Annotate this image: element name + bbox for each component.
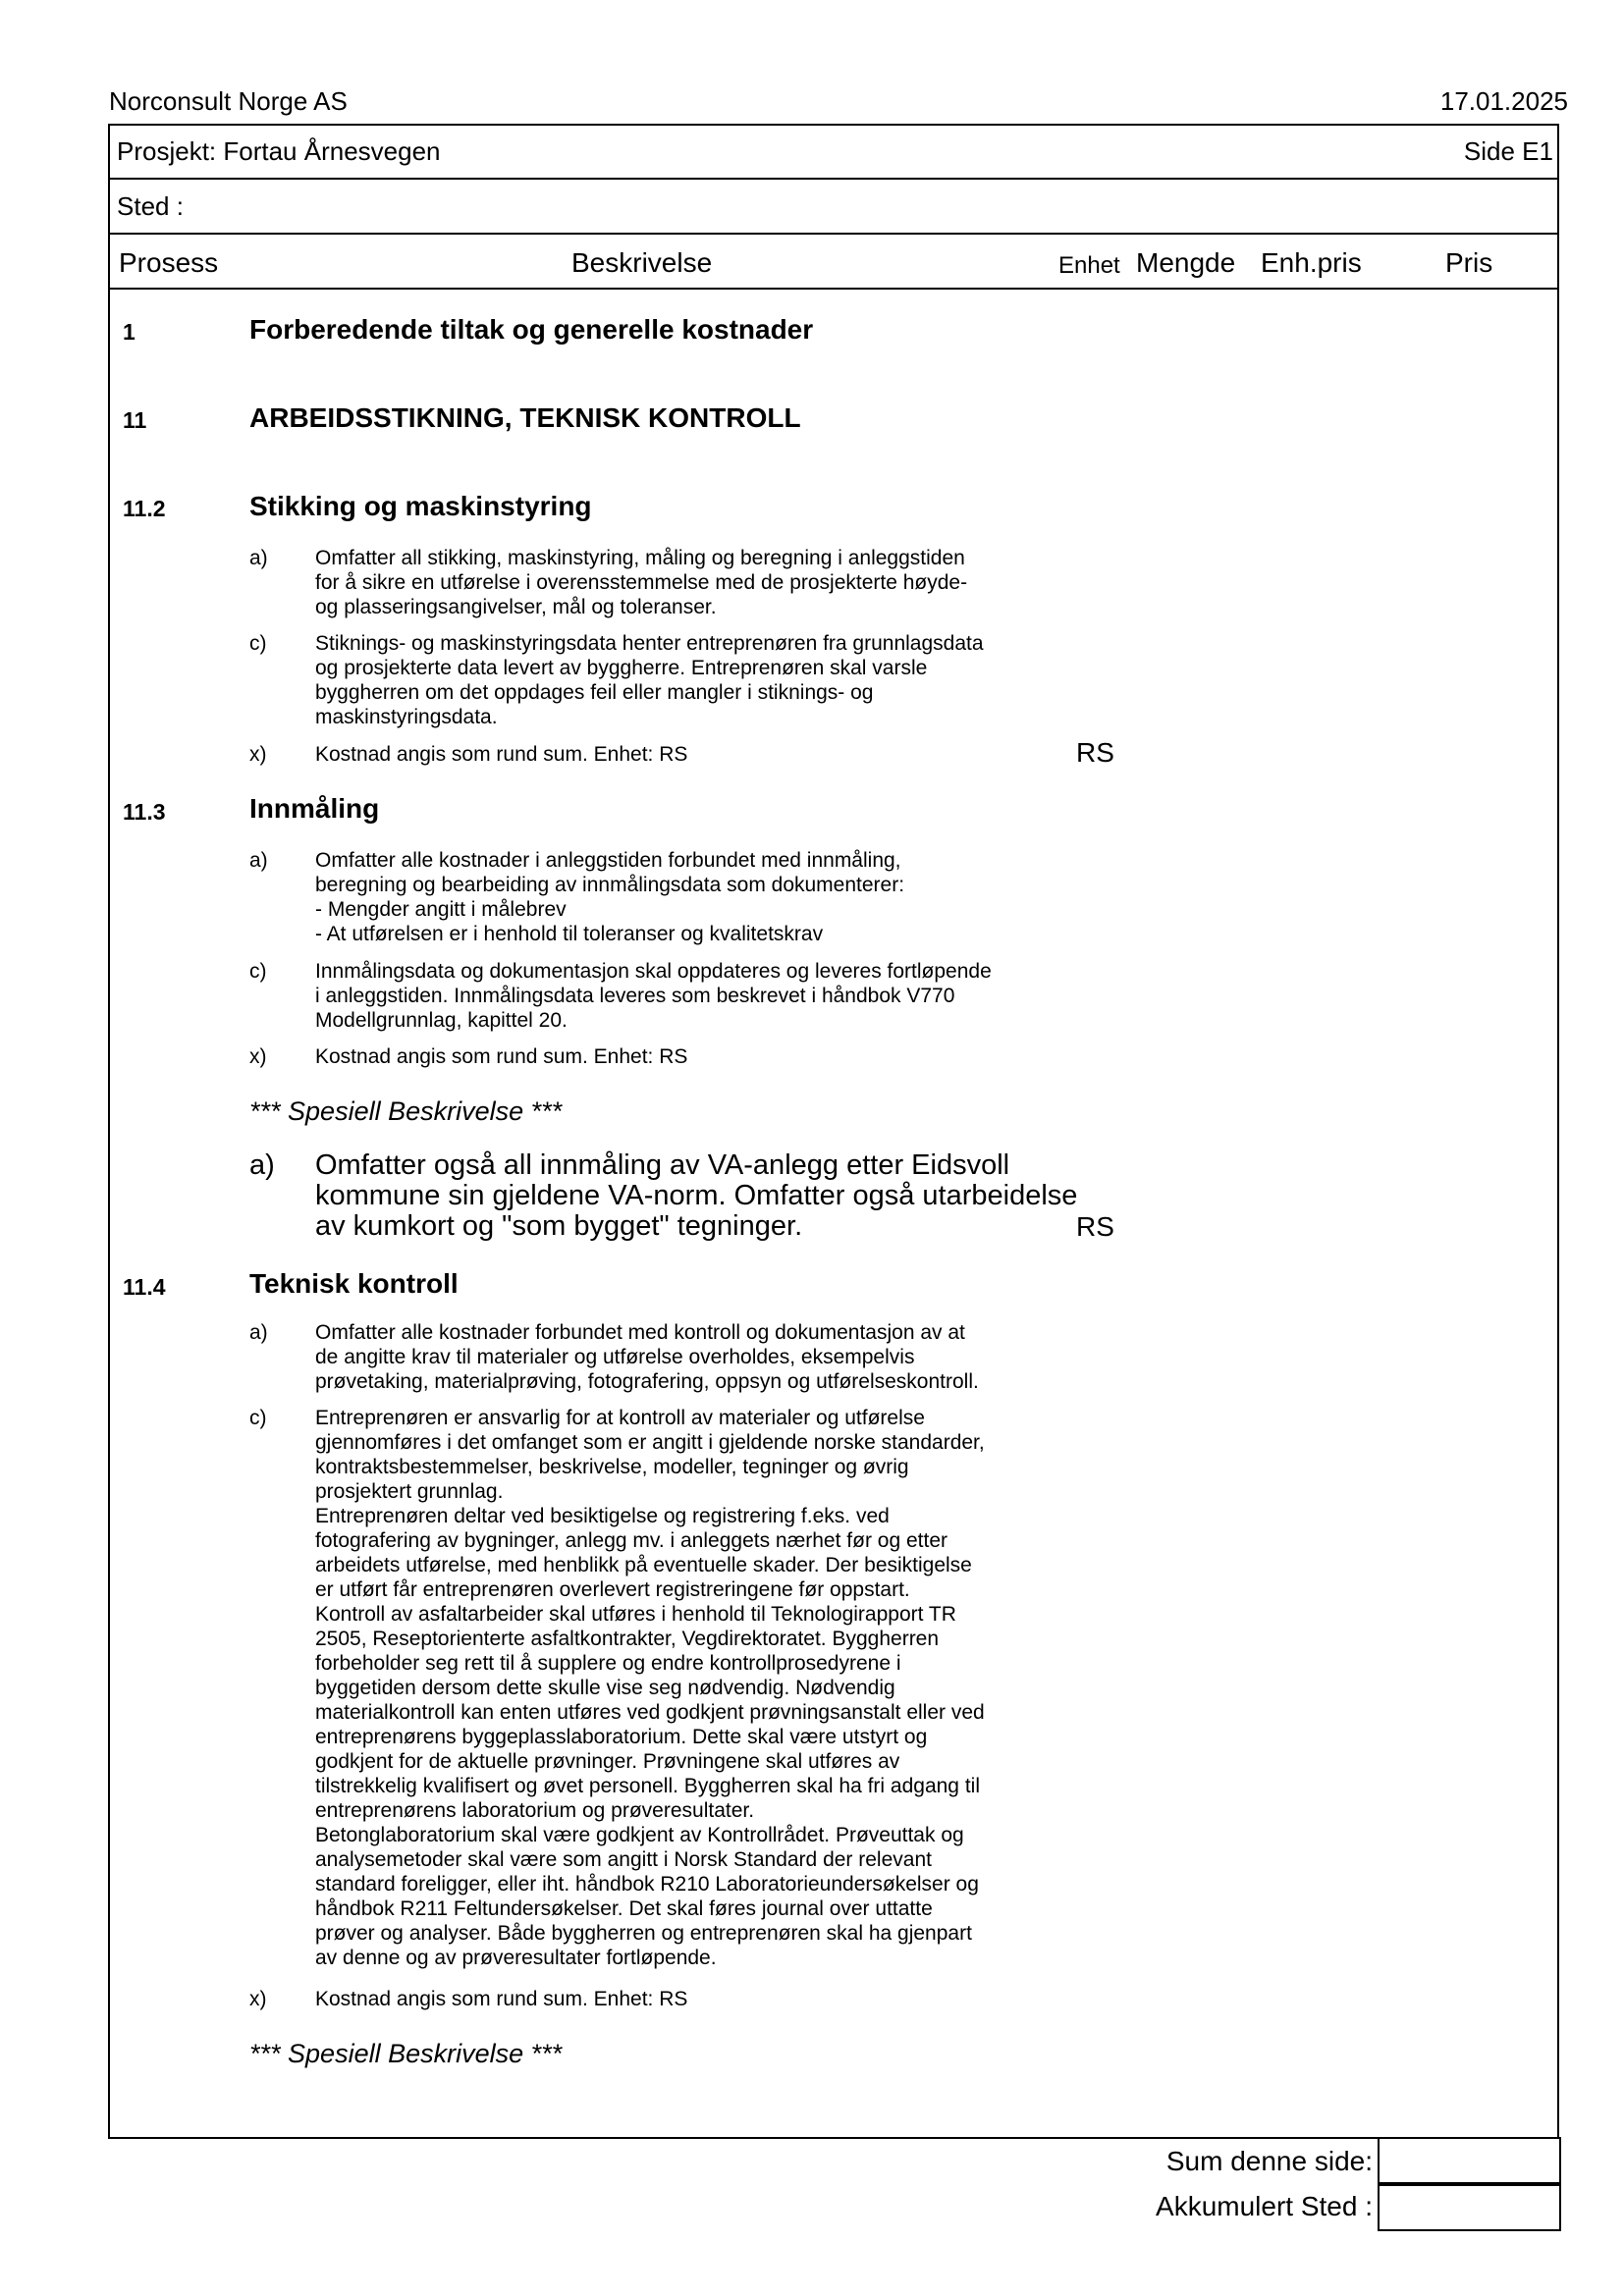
special-description-heading: *** Spesiell Beskrivelse *** [249, 2039, 563, 2068]
item-label: a) [249, 849, 268, 872]
special-item-text: Omfatter også all innmåling av VA-anlegg etter Eidsvoll kommune sin gjeldene VA-norm. Omfatter også utarbeidelse av kumkort og "som bygget" tegninger. [315, 1149, 1078, 1242]
item-text: Kostnad angis som rund sum. Enhet: RS [315, 1045, 688, 1068]
unit-value: RS [1076, 1211, 1114, 1242]
item-text: Omfatter all stikking, maskinstyring, måling og beregning i anleggstiden for å sikre en utførelse i overensstemmelse med de prosjekterte høyde- og plasseringsangivelser, mål og toleranser. [315, 547, 968, 618]
item-label: c) [249, 960, 267, 983]
special-item-label: a) [249, 1149, 275, 1181]
column-process: Prosess [119, 247, 219, 278]
column-unit-price: Enh.pris [1261, 247, 1362, 278]
item-label: c) [249, 1407, 267, 1429]
section-title: ARBEIDSSTIKNING, TEKNISK KONTROLL [249, 402, 801, 433]
column-unit: Enhet [1058, 252, 1120, 279]
item-text: Kostnad angis som rund sum. Enhet: RS [315, 743, 688, 766]
process-code: 11 [123, 407, 147, 433]
item-label: x) [249, 1988, 267, 2010]
column-quantity: Mengde [1136, 247, 1236, 278]
item-text: Stiknings- og maskinstyringsdata henter entreprenøren fra grunnlagsdata og prosjekterte data levert av byggherre. Entreprenøren skal varsle byggherren om det oppdages feil eller mangler i stiknings- og maskinstyringsdata. [315, 632, 984, 728]
column-price: Pris [1445, 247, 1493, 278]
process-code: 11.2 [123, 496, 166, 521]
item-text: Omfatter alle kostnader forbundet med kontroll og dokumentasjon av at de angitte krav til materialer og utførelse overholdes, eksempelvis prøvetaking, materialprøving, fotografering, oppsyn og utførelseskontroll. [315, 1321, 979, 1393]
item-label: x) [249, 1045, 267, 1068]
section-title: Stikking og maskinstyring [249, 491, 592, 521]
accumulated-location-label: Akkumulert Sted : [1156, 2191, 1373, 2221]
process-code: 11.3 [123, 799, 166, 825]
section-title: Teknisk kontroll [249, 1268, 459, 1299]
sum-page-box [1378, 2137, 1561, 2186]
item-label: x) [249, 743, 267, 766]
item-label: c) [249, 632, 267, 655]
page-number: Side E1 [1463, 136, 1553, 166]
process-code: 11.4 [123, 1274, 166, 1300]
item-text: Kostnad angis som rund sum. Enhet: RS [315, 1988, 688, 2010]
column-description: Beskrivelse [571, 247, 713, 278]
location-label: Sted : [117, 191, 184, 221]
item-text: Innmålingsdata og dokumentasjon skal oppdateres og leveres fortløpende i anleggstiden. Innmålingsdata leveres som beskrevet i håndbok V770 Modellgrunnlag, kapittel 20. [315, 960, 992, 1032]
unit-value: RS [1076, 737, 1114, 768]
item-text: Omfatter alle kostnader i anleggstiden forbundet med innmåling, beregning og bearbeiding av innmålingsdata som dokumenterer: - Mengder angitt i målebrev - At utførelsen er i henhold til toleranser og kvalitetskrav [315, 849, 905, 945]
sum-page-label: Sum denne side: [1165, 2146, 1373, 2176]
document-date: 17.01.2025 [1439, 86, 1568, 116]
process-code: 1 [123, 319, 135, 345]
item-label: a) [249, 1321, 268, 1344]
item-label: a) [249, 547, 268, 569]
accumulated-location-box [1378, 2182, 1561, 2231]
item-text: Entreprenøren er ansvarlig for at kontroll av materialer og utførelse gjennomføres i det omfanget som er angitt i gjeldende norske standarder, kontraktsbestemmelser, beskrivelse, modeller, tegninger og øvrig prosjektert grunnlag. Entreprenøren deltar ved besiktigelse og registrering f.eks. ved fotografering av bygninger, anlegg mv. i anleggets nærhet før og etter arbeidets utførelse, med henblikk på eventuelle skader. Der besiktigelse er utført får entreprenøren overlevert registreringene før oppstart. Kontroll av asfaltarbeider skal utføres i henhold til Teknologirapport TR 2505, Reseptorienterte asfaltkontrakter, Vegdirektoratet. Byggherren forbeholder seg rett til å supplere og endre kontrollprosedyrene i byggetiden dersom dette skulle vise seg nødvendig. Nødvendig materialkontroll kan enten utføres ved godkjent prøvningsanstalt eller ved entreprenørens byggeplasslaboratorium. Dette skal være utstyrt og godkjent for de aktuelle prøvninger. Prøvningene skal utføres av tilstrekkelig kvalifisert og øvet personell. Byggherren skal ha fri adgang til entreprenørens laboratorium og prøveresultater. Betonglaboratorium skal være godkjent av Kontrollrådet. Prøveuttak og analysemetoder skal være som angitt i Norsk Standard der relevant standard foreligger, eller iht. håndbok R210 Laboratorieundersøkelser og håndbok R211 Feltundersøkelser. Det skal føres journal over uttatte prøver og analyser. Både byggherren og entreprenøren skal ha gjenpart av denne og av prøveresultater fortløpende. [315, 1407, 985, 1969]
section-title: Forberedende tiltak og generelle kostnader [249, 314, 814, 345]
project-title: Prosjekt: Fortau Årnesvegen [117, 136, 441, 166]
company-name: Norconsult Norge AS [109, 86, 348, 116]
special-description-heading: *** Spesiell Beskrivelse *** [249, 1096, 563, 1126]
section-title: Innmåling [249, 793, 380, 824]
